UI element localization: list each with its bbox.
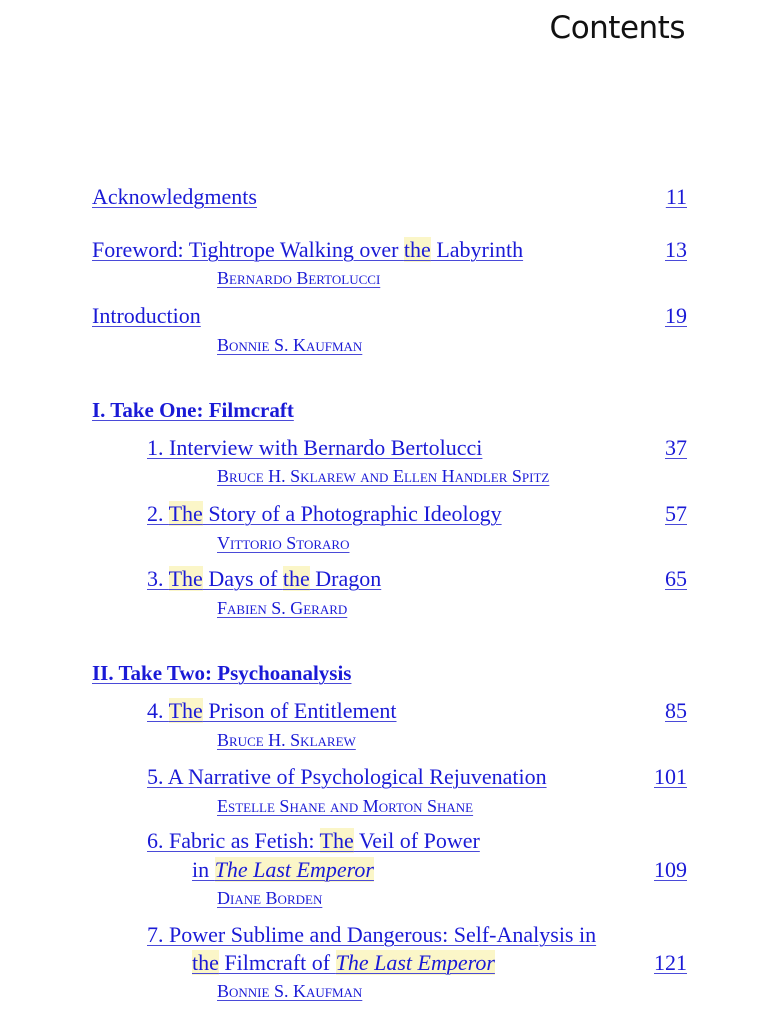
toc-link-chapter-4[interactable] <box>147 698 397 724</box>
foreword-title-part: Labyrinth <box>430 237 524 262</box>
page-number-chapter-1[interactable]: 37 <box>665 435 687 460</box>
part-heading-1[interactable]: I. Take One: Filmcraft <box>92 398 294 422</box>
chapter-title-part: Days of <box>202 566 283 591</box>
part-heading-2[interactable]: II. Take Two: Psychoanalysis <box>92 661 352 685</box>
film-title: The Last Emperor <box>335 950 495 975</box>
author-chapter-4[interactable]: Bruce H. Sklarew <box>217 730 356 750</box>
chapter-title-part: in <box>192 857 215 882</box>
toc-link-chapter-2[interactable] <box>147 501 502 527</box>
chapter-title-part: Veil of Power <box>353 828 480 853</box>
highlighted-word: The <box>168 566 203 591</box>
page-title: Contents <box>549 10 685 46</box>
chapter-title-part: Filmcraft of <box>218 950 336 975</box>
author-chapter-1[interactable]: Bruce H. Sklarew and Ellen Handler Spitz <box>217 466 550 486</box>
page-number-chapter-7[interactable]: 121 <box>654 950 687 975</box>
page-number-foreword[interactable]: 13 <box>665 237 687 262</box>
toc-link-acknowledgments[interactable]: Acknowledgments <box>92 184 257 209</box>
toc-link-foreword[interactable] <box>92 237 523 263</box>
highlighted-word: the <box>192 950 219 975</box>
page-number-chapter-5[interactable]: 101 <box>654 764 687 789</box>
foreword-title-part: Foreword: Tightrope Walking over <box>92 237 404 262</box>
author-chapter-3[interactable]: Fabien S. Gerard <box>217 598 348 618</box>
author-foreword[interactable]: Bernardo Bertolucci <box>217 268 381 288</box>
chapter-title-part: Dragon <box>309 566 382 591</box>
chapter-number: 3. <box>147 566 169 591</box>
film-title: The Last Emperor <box>214 857 374 882</box>
page-number-introduction[interactable]: 19 <box>665 303 687 328</box>
highlighted-word: The <box>319 828 354 853</box>
highlighted-word: The <box>168 698 203 723</box>
toc-link-introduction[interactable]: Introduction <box>92 303 201 328</box>
chapter-number: 2. <box>147 501 169 526</box>
chapter-title-part: Story of a Photographic Ideology <box>202 501 502 526</box>
chapter-title-part: 6. Fabric as Fetish: <box>147 828 320 853</box>
toc-link-chapter-5[interactable]: 5. A Narrative of Psychological Rejuvenation <box>147 764 547 789</box>
toc-link-chapter-6-line-1[interactable] <box>147 828 480 854</box>
author-introduction[interactable]: Bonnie S. Kaufman <box>217 335 363 355</box>
highlighted-word: The <box>168 501 203 526</box>
chapter-number: 4. <box>147 698 169 723</box>
toc-link-chapter-6-line-2[interactable] <box>192 857 374 883</box>
page-number-chapter-3[interactable]: 65 <box>665 566 687 591</box>
author-chapter-2[interactable]: Vittorio Storaro <box>217 533 350 553</box>
author-chapter-7[interactable]: Bonnie S. Kaufman <box>217 981 363 1001</box>
toc-link-chapter-1[interactable]: 1. Interview with Bernardo Bertolucci <box>147 435 483 460</box>
page-number-chapter-2[interactable]: 57 <box>665 501 687 526</box>
page-number-chapter-4[interactable]: 85 <box>665 698 687 723</box>
toc-link-chapter-7-line-1[interactable]: 7. Power Sublime and Dangerous: Self-Analysis in <box>147 922 597 947</box>
toc-link-chapter-3[interactable] <box>147 566 381 592</box>
author-chapter-5[interactable]: Estelle Shane and Morton Shane <box>217 796 474 816</box>
page-number-acknowledgments[interactable]: 11 <box>665 184 687 209</box>
chapter-title-part: Prison of Entitlement <box>202 698 397 723</box>
highlighted-word: the <box>282 566 310 591</box>
author-chapter-6[interactable]: Diane Borden <box>217 888 323 908</box>
page-number-chapter-6[interactable]: 109 <box>654 857 687 882</box>
toc-link-chapter-7-line-2[interactable] <box>192 950 495 976</box>
highlighted-word: the <box>403 237 431 262</box>
